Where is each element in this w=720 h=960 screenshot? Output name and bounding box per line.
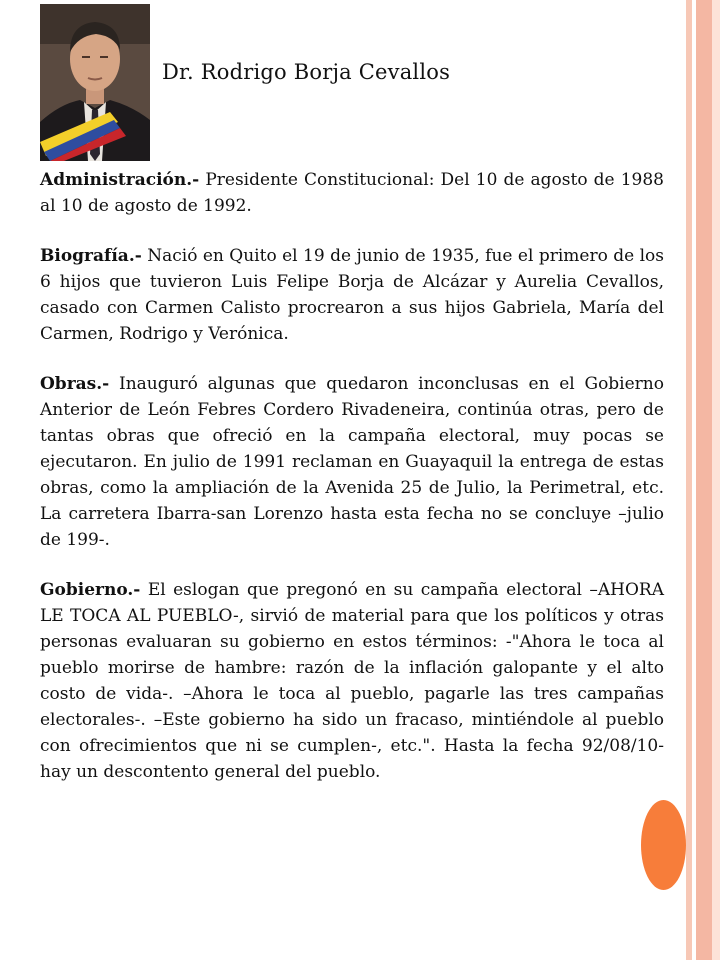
section-separator: .- bbox=[96, 374, 110, 394]
section-label: Gobierno bbox=[40, 580, 128, 600]
section-gobierno bbox=[40, 577, 664, 785]
section-label: Obras bbox=[40, 374, 97, 394]
section-text: Nació en Quito el 19 de junio de 1935, fue el primero de los 6 hijos que tuvieron Luis Felipe Borja de Alcázar y Aurelia Cevallos, casado con Carmen Calisto procrearon a sus hijos Gabriela, María del Carmen, Rodrigo y Verónica. bbox=[40, 246, 664, 344]
content-body bbox=[40, 167, 664, 809]
section-label: Administración bbox=[40, 170, 187, 190]
decorative-stripe-light bbox=[712, 0, 720, 960]
page-title: Dr. Rodrigo Borja Cevallos bbox=[162, 60, 451, 84]
decorative-stripe-wide bbox=[696, 0, 712, 960]
section-administracion bbox=[40, 167, 664, 219]
section-separator: .- bbox=[128, 246, 142, 266]
portrait-photo bbox=[40, 4, 150, 161]
section-separator: .- bbox=[127, 580, 141, 600]
section-text: Presidente Constitucional: Del 10 de agosto de 1988 al 10 de agosto de 1992. bbox=[40, 170, 664, 216]
section-obras bbox=[40, 371, 664, 553]
section-text: El eslogan que pregonó en su campaña electoral –AHORA LE TOCA AL PUEBLO-, sirvió de material para que los políticos y otras personas evaluaran su gobierno en estos términos: -"Ahora le toca al pueblo morirse de hambre: razón de la inflación galopante y el alto costo de vida-. –Ahora le toca al pueblo, pagarle las tres campañas electorales-. –Este gobierno ha sido un fracaso, mintiéndole al pueblo con ofrecimientos que ni se cumplen-, etc.". Hasta la fecha 92/08/10- hay un descontento general del pueblo. bbox=[40, 580, 664, 782]
section-text: Inauguró algunas que quedaron inconclusas en el Gobierno Anterior de León Febres Cordero Rivadeneira, continúa otras, pero de tantas obras que ofreció en la campaña electoral, muy pocas se ejecutaron. En julio de 1991 reclaman en Guayaquil la entrega de estas obras, como la ampliación de la Avenida 25 de Julio, la Perimetral, etc. La carretera Ibarra-san Lorenzo hasta esta fecha no se concluye –julio de 199-. bbox=[40, 374, 664, 550]
section-biografia bbox=[40, 243, 664, 347]
orange-oval-decoration bbox=[641, 800, 686, 890]
section-label: Biografía bbox=[40, 246, 129, 266]
section-separator: .- bbox=[186, 170, 200, 190]
